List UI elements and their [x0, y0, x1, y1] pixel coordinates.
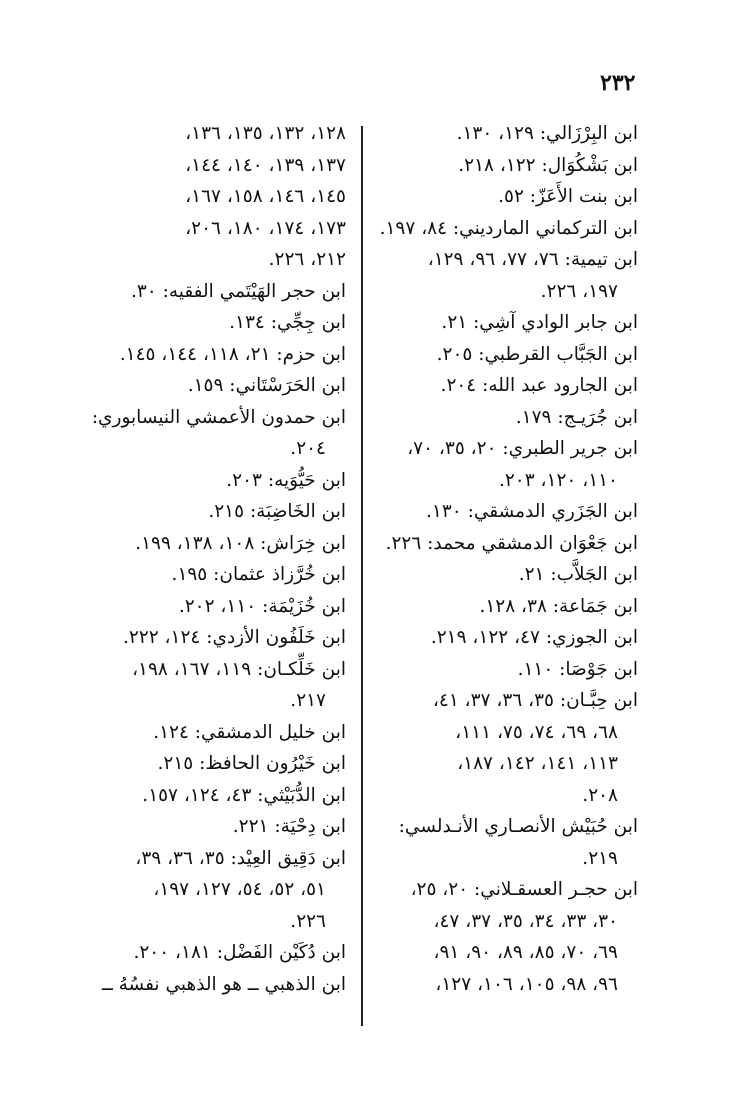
index-column-left: [78, 118, 346, 1000]
index-entry-heading: ابن خُزَيْمَة: ١١٠، ٢٠٢.: [178, 595, 346, 617]
index-entry: [370, 559, 638, 591]
index-entry: [78, 496, 346, 528]
index-entry-heading: ابن البِرْزَالي: ١٢٩، ١٣٠.: [456, 123, 638, 144]
index-entry-continuation: ٢٢٦.: [290, 910, 326, 932]
index-entry-heading: ابن بنت الأَعَزّ: ٥٢.: [498, 186, 638, 207]
index-entry: [370, 685, 638, 811]
page-number: ٢٣٢: [600, 70, 636, 96]
index-entry: [78, 811, 346, 843]
index-entry-heading: ابن الجوزي: ٤٧، ١٢٢، ٢١٩.: [430, 627, 638, 648]
index-entry: [78, 339, 346, 371]
index-entry: [370, 433, 638, 496]
index-entry: [370, 591, 638, 623]
index-entry: [370, 402, 638, 434]
index-entry-heading: ابن الجارود عبد الله: ٢٠٤.: [440, 375, 638, 396]
index-entry: [370, 528, 638, 560]
index-entry-continuation: ١١٠، ١٢٠، ٢٠٣.: [498, 469, 618, 491]
index-entry: [78, 307, 346, 339]
index-entry-heading: ابن حُبَيْش الأنصـاري الأنـدلسي:: [398, 816, 638, 837]
column-divider: [361, 126, 363, 1026]
index-entry: [78, 276, 346, 308]
index-entry: [78, 717, 346, 749]
index-entry-heading: ابن جرير الطبري: ٢٠، ٣٥، ٧٠،: [407, 438, 638, 459]
index-entry: [78, 843, 346, 938]
index-entry: [78, 370, 346, 402]
index-entry-continuation: ٢١٧.: [290, 690, 326, 711]
index-entry-heading: ابن دِحْيَة: ٢٢١.: [232, 816, 346, 837]
index-entry: [78, 748, 346, 780]
index-entry: [78, 780, 346, 812]
index-entry: [370, 370, 638, 402]
index-entry: [370, 811, 638, 874]
index-entry-continuation: ٥١، ٥٢، ٥٤، ١٢٧، ١٩٧،: [153, 879, 326, 900]
index-entry-continuation: ١٢٨، ١٣٢، ١٣٥، ١٣٦،: [185, 123, 346, 144]
index-entry-heading: ابن خِرَاش: ١٠٨، ١٣٨، ١٩٩.: [135, 532, 346, 554]
index-entry-continuation: ٢١٩.: [582, 847, 618, 869]
index-entry-heading: ابن دُكَيْن الفَضْل: ١٨١، ٢٠٠.: [133, 942, 346, 963]
index-entry-continuation: ٢٠٨.: [582, 784, 618, 806]
index-entry: [370, 118, 638, 150]
index-entry: [78, 118, 346, 276]
index-entry-heading: ابن حَيُّوَيه: ٢٠٣.: [226, 469, 346, 491]
index-entry-heading: ابن الدُّبَيْثي: ٤٣، ١٢٤، ١٥٧.: [142, 784, 346, 806]
index-entry-continuation: ٢٠٤.: [290, 438, 326, 459]
index-entry-heading: ابن بَشْكُوَال: ١٢٢، ٢١٨.: [458, 154, 638, 176]
index-entry-heading: ابن حجـر العسقـلاني: ٢٠، ٢٥،: [410, 879, 638, 900]
index-entry: [370, 181, 638, 213]
index-entry-heading: ابن خَلَفُون الأزدي: ١٢٤، ٢٢٢.: [122, 627, 346, 648]
index-entry-continuation: ٩٦، ٩٨، ١٠٥، ١٠٦، ١٢٧،: [435, 973, 618, 995]
index-entry: [370, 654, 638, 686]
index-entry-heading: ابن التركماني المارديني: ٨٤، ١٩٧.: [379, 217, 638, 239]
index-entry-continuation: ١٧٣، ١٧٤، ١٨٠، ٢٠٦،: [185, 217, 346, 239]
index-entry: [370, 339, 638, 371]
index-entry: [370, 213, 638, 245]
index-entry: [78, 654, 346, 717]
index-entry-continuation: ١٩٧، ٢٢٦.: [540, 280, 618, 302]
index-column-right: [370, 118, 638, 1000]
index-entry-heading: ابن حزم: ٢١، ١١٨، ١٤٤، ١٤٥.: [119, 343, 346, 365]
index-entry: [78, 402, 346, 465]
index-entry-heading: ابن دَقِيق العِيْد: ٣٥، ٣٦، ٣٩،: [135, 847, 346, 869]
index-entry-heading: ابن جَوْصَا: ١١٠.: [517, 658, 638, 680]
index-entry-continuation: ٣٠، ٣٣، ٣٤، ٣٥، ٣٧، ٤٧،: [433, 910, 618, 932]
index-entry-heading: ابن حِبَّـان: ٣٥، ٣٦، ٣٧، ٤١،: [432, 690, 638, 711]
index-entry: [370, 496, 638, 528]
index-entry-heading: ابن خَيْرُون الحافظ: ٢١٥.: [157, 753, 346, 774]
index-entry: [370, 150, 638, 182]
index-entry-heading: ابن جُرَيـج: ١٧٩.: [515, 406, 638, 428]
index-entry-heading: ابن تيمية: ٧٦، ٧٧، ٩٦، ١٢٩،: [427, 249, 638, 270]
index-entry-heading: ابن الخَاضِبَة: ٢١٥.: [208, 501, 346, 522]
index-entry-heading: ابن جَمَاعة: ٣٨، ١٢٨.: [479, 595, 638, 617]
index-entry-heading: ابن الحَرَسْتَاني: ١٥٩.: [187, 375, 346, 396]
index-entry: [78, 622, 346, 654]
index-entry: [78, 528, 346, 560]
index-entry-continuation: ٦٩، ٧٠، ٨٥، ٨٩، ٩٠، ٩١،: [433, 942, 618, 963]
index-entry: [78, 465, 346, 497]
index-entry-continuation: ٦٨، ٦٩، ٧٤، ٧٥، ١١١،: [455, 721, 618, 743]
index-entry: [370, 244, 638, 307]
index-entry-continuation: ٢١٢، ٢٢٦.: [268, 249, 346, 270]
index-entry-heading: ابن جِجِّي: ١٣٤.: [229, 312, 346, 333]
index-entry: [78, 559, 346, 591]
index-entry-heading: ابن الجَبَّاب القرطبي: ٢٠٥.: [436, 343, 638, 365]
index-entry-continuation: ١٣٧، ١٣٩، ١٤٠، ١٤٤،: [185, 154, 346, 176]
index-entry-heading: ابن الذهبي ــ هو الذهبي نفسُهُ ــ: [101, 973, 346, 995]
index-entry-heading: ابن خَلِّكـان: ١١٩، ١٦٧، ١٩٨،: [132, 658, 346, 680]
index-entry-continuation: ١٤٥، ١٤٦، ١٥٨، ١٦٧،: [185, 186, 346, 207]
index-entry-heading: ابن الجَلاَّب: ٢١.: [518, 564, 638, 585]
index-entry-heading: ابن حمدون الأعمشي النيسابوري:: [91, 406, 346, 428]
index-entry-heading: ابن جَعْوَان الدمشقي محمد: ٢٢٦.: [385, 532, 638, 554]
index-entry: [78, 937, 346, 969]
index-entry: [370, 307, 638, 339]
index-entry-heading: ابن خُرَّزاذ عثمان: ١٩٥.: [171, 564, 346, 585]
index-entry-heading: ابن الجَزَري الدمشقي: ١٣٠.: [426, 501, 638, 522]
index-entry-continuation: ١١٣، ١٤١، ١٤٢، ١٨٧،: [457, 753, 618, 774]
index-entry-heading: ابن جابر الوادي آشِي: ٢١.: [441, 312, 638, 333]
index-entry-heading: ابن خليل الدمشقي: ١٢٤.: [153, 721, 346, 743]
index-entry-heading: ابن حجر الهَيْتَمي الفقيه: ٣٠.: [130, 280, 346, 302]
index-entry: [370, 874, 638, 1000]
index-entry: [370, 622, 638, 654]
index-entry: [78, 591, 346, 623]
index-entry: [78, 969, 346, 1001]
